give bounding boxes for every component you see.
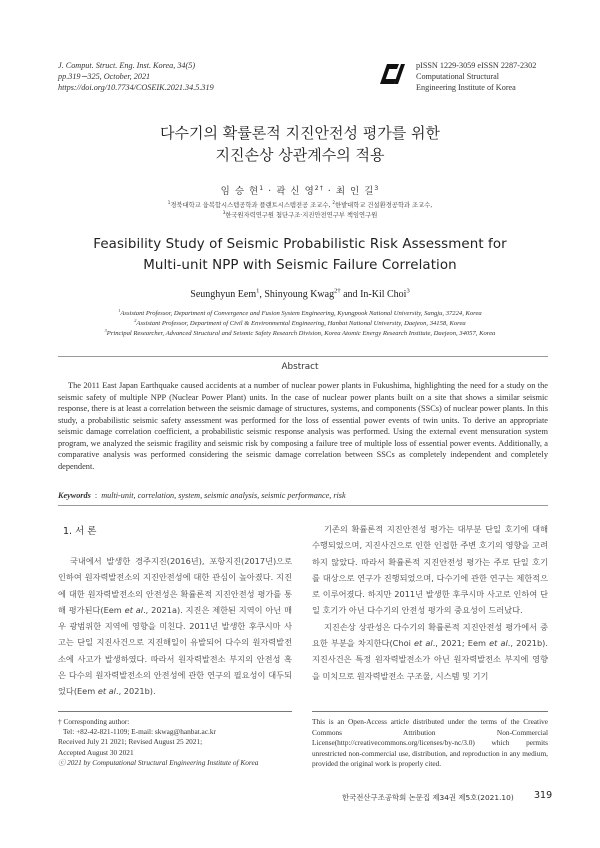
footer-journal: 한국전산구조공학회 논문집 제34권 제5호(2021.10) bbox=[342, 793, 514, 802]
author-kr-2: 곽 신 영 bbox=[276, 186, 315, 197]
corresponding-footnote bbox=[58, 717, 292, 768]
author-en-2: Shinyoung Kwag bbox=[264, 289, 335, 300]
publisher-line2: Engineering Institute of Korea bbox=[416, 83, 516, 92]
author-en-sep2: and bbox=[340, 289, 361, 300]
affil-en-line3 bbox=[0, 329, 600, 339]
corresponding-contact: Tel: +82-42-821-1109; E-mail: skwag@hanbat.ac.kr bbox=[63, 727, 216, 737]
affil-en-sup1: 1 bbox=[118, 307, 121, 313]
author-kr-1-sup: 1 bbox=[259, 184, 265, 192]
publisher-line1: Computational Structural bbox=[416, 72, 499, 81]
left-p1-part-c: ., 2021b). bbox=[115, 686, 156, 697]
journal-header bbox=[58, 60, 214, 93]
affil-en-line2 bbox=[0, 319, 600, 329]
journal-citation: J. Comput. Struct. Eng. Inst. Korea, 34(5) bbox=[58, 61, 196, 70]
abstract-top-rule bbox=[58, 356, 548, 357]
affil-kr-text3: 한국원자력연구원 첨단구조·지진안전연구부 책임연구원 bbox=[225, 211, 378, 219]
affil-en-text1: Assistant Professor, Department of Convergence and Fusion System Engineering, Kyungpook National University, Sangju, 37224, Korea bbox=[120, 310, 482, 317]
journal-pages: pp.319∼325, October, 2021 bbox=[58, 72, 151, 81]
affil-en-sup3: 3 bbox=[104, 327, 107, 333]
corresponding-label: † Corresponding author: bbox=[58, 717, 130, 726]
abstract-body: The 2011 East Japan Earthquake caused accidents at a number of nuclear power plants in Fukushima, highlighting the need for a study on the seismic safety of multiple NPP (Nuclear Power Plant) units. In the case of nuclear power plants built on a site that shows a similar seismic response, there is at least a correlation between the seismic damage of structures, systems, and components (SSCs) of nuclear power plants. In this study, a probabilistic seismic safety assessment was performed for the loss of essential power events of twin units. To derive an appropriate seismic damage correlation coefficient, a probabilistic seismic response analysis was performed. Using the external event mensuration system program, we analyzed the seismic fragility and seismic risk by composing a failure tree of multiple loss of essential power events. Additionally, a comparative analysis was performed considering the seismic damage correlation between SSCs as completely independent and completely dependent. bbox=[58, 381, 548, 471]
affil-kr-line2 bbox=[0, 211, 600, 221]
left-paragraph-1 bbox=[58, 553, 292, 700]
publisher-logo-icon bbox=[378, 60, 408, 86]
left-column bbox=[58, 553, 292, 700]
keywords-label: Keywords bbox=[58, 491, 91, 500]
right-paragraph-2 bbox=[312, 619, 548, 684]
affil-en-sup2: 2 bbox=[134, 317, 137, 323]
issn-line: pISSN 1229-3059 eISSN 2287-2302 bbox=[416, 61, 537, 70]
author-kr-3-sup: 3 bbox=[374, 184, 380, 192]
left-p1-etal2: et al bbox=[97, 686, 116, 697]
footnote-rule-left bbox=[58, 711, 292, 712]
author-en-3: In-Kil Choi bbox=[360, 289, 407, 300]
author-en-3-sup: 3 bbox=[406, 287, 410, 295]
author-kr-3: 최 인 길 bbox=[335, 186, 375, 197]
right-p2-etal2: et al bbox=[489, 638, 508, 649]
right-p2-etal: et al bbox=[414, 638, 433, 649]
right-p2-part-a: 지진손상 상관성은 다수기의 확률론적 지진안전성 평가에서 중요한 부분을 차지한다(Choi bbox=[312, 621, 548, 649]
affil-kr-sup2: 2 bbox=[332, 199, 336, 205]
copyright-line: ⓒ 2021 by Computational Structural Engineering Institute of Korea bbox=[58, 757, 259, 767]
keywords-sep: : bbox=[90, 491, 102, 500]
affiliations-english bbox=[0, 309, 600, 339]
affil-en-text2: Assistant Professor, Department of Civil & Environmental Engineering, Hanbat National University, Daejeon, 34158, Korea bbox=[136, 320, 466, 327]
issn-block bbox=[416, 60, 536, 93]
right-paragraph-1: 기존의 확률론적 지진안전성 평가는 대부분 단일 호기에 대해 수행되었으며, 지진사건으로 인한 인접한 주변 호기의 영향을 고려하지 않았다. 따라서 확률론적 지진안전성 평가는 주로 단일 호기를 대상으로 연구가 진행되었으며, 다수기에 관한 연구는 제한적으로 이루어졌다. 하지만 2011년 발생한 후쿠시마 사고로 인하여 단일 호기가 아닌 다수기의 안전성 평가의 중요성이 드러났다. bbox=[312, 524, 548, 616]
right-p2-part-c: ., 2021b). 지진사건은 특정 원자력발전소가 아닌 원자력발전소 부지에 영향을 미치므로 원자력발전소 구조물, 시스템 및 기기 bbox=[312, 638, 548, 681]
authors-korean bbox=[0, 183, 600, 197]
received-dates: Received July 21 2021; Revised August 25 2021; bbox=[58, 737, 203, 747]
section-heading: 1. 서 론 bbox=[63, 526, 97, 537]
affil-en-line1 bbox=[0, 309, 600, 319]
affil-kr-text2: 한밭대학교 건설환경공학과 조교수, bbox=[335, 202, 433, 209]
keywords-text: multi-unit, correlation, system, seismic analysis, seismic performance, risk bbox=[101, 491, 346, 500]
author-kr-sep2: · bbox=[323, 186, 336, 197]
author-en-1: Seunghyun Eem bbox=[190, 289, 257, 300]
title-korean-line2: 지진손상 상관계수의 적용 bbox=[215, 146, 385, 164]
affil-en-text3: Principal Researcher, Advanced Structural and Seismic Safety Research Division, Korea Atomic Energy Research Institute, Daejeon, 34057, Korea bbox=[106, 330, 496, 337]
affiliations-korean bbox=[0, 201, 600, 220]
right-p2-part-b: ., 2021; Eem bbox=[432, 638, 490, 649]
author-en-sep1: , bbox=[259, 289, 265, 300]
abstract-heading: Abstract bbox=[281, 362, 319, 372]
right-column bbox=[312, 521, 548, 684]
title-korean bbox=[0, 122, 600, 166]
authors-english bbox=[0, 289, 600, 300]
title-english-line2: Multi-unit NPP with Seismic Failure Correlation bbox=[143, 258, 457, 273]
affil-kr-sup1: 1 bbox=[167, 199, 171, 205]
open-access-notice: This is an Open-Access article distributed under the terms of the Creative Commons Attribution Non-Commercial License(http://creativecommons.org/licenses/by-nc/3.0) which permits unrestricted non-commercial use, distribution, and reproduction in any medium, provided the original work is properly cited. bbox=[312, 717, 548, 768]
author-kr-1: 임 승 현 bbox=[220, 186, 260, 197]
author-kr-sep1: · bbox=[264, 186, 277, 197]
accepted-date: Accepted August 30 2021 bbox=[58, 747, 134, 757]
keywords bbox=[58, 491, 548, 500]
journal-doi[interactable]: https://doi.org/10.7734/COSEIK.2021.34.5.319 bbox=[58, 83, 214, 92]
footnote-rule-right bbox=[312, 711, 548, 712]
keywords-bottom-rule bbox=[58, 505, 548, 506]
title-english bbox=[0, 234, 600, 276]
left-p1-part-b: ., 2021a). 지진은 제한된 지역이 아닌 매우 광범위한 지역에 영향을 미친다. 2011년 발생한 후쿠시마 사고는 단일 지진사건으로 지진해일이 유발되어 다수의 원자력발전소에 사고가 발생하였다. 따라서 원자력발전소 부지의 안전성 혹은 다수의 원자력발전소의 안전성에 관한 연구의 필요성이 대두되었다(Eem bbox=[58, 604, 292, 697]
author-kr-2-sup: 2† bbox=[314, 184, 324, 192]
page-number: 319 bbox=[534, 790, 553, 801]
title-english-line1: Feasibility Study of Seismic Probabilistic Risk Assessment for bbox=[93, 237, 507, 252]
affil-kr-text1: 경북대학교 융복합시스템공학과 플랜트시스템전공 조교수, bbox=[170, 202, 333, 209]
left-p1-part-a: 국내에서 발생한 경주지진(2016년), 포항지진(2017년)으로 인하여 원자력발전소의 지진안전성에 대한 관심이 높아졌다. 지진에 대한 원자력발전소의 안전성은 확률론적 지진안전성 평가를 통해 평가된다(Eem bbox=[58, 556, 292, 615]
publisher-logo bbox=[378, 60, 408, 86]
left-p1-etal: et al bbox=[124, 604, 144, 615]
affil-kr-sup3: 3 bbox=[222, 209, 226, 215]
affil-kr-line1 bbox=[0, 201, 600, 211]
author-en-1-sup: 1 bbox=[256, 287, 260, 295]
title-korean-line1: 다수기의 확률론적 지진안전성 평가를 위한 bbox=[160, 124, 440, 142]
author-en-2-sup: 2† bbox=[334, 287, 341, 295]
